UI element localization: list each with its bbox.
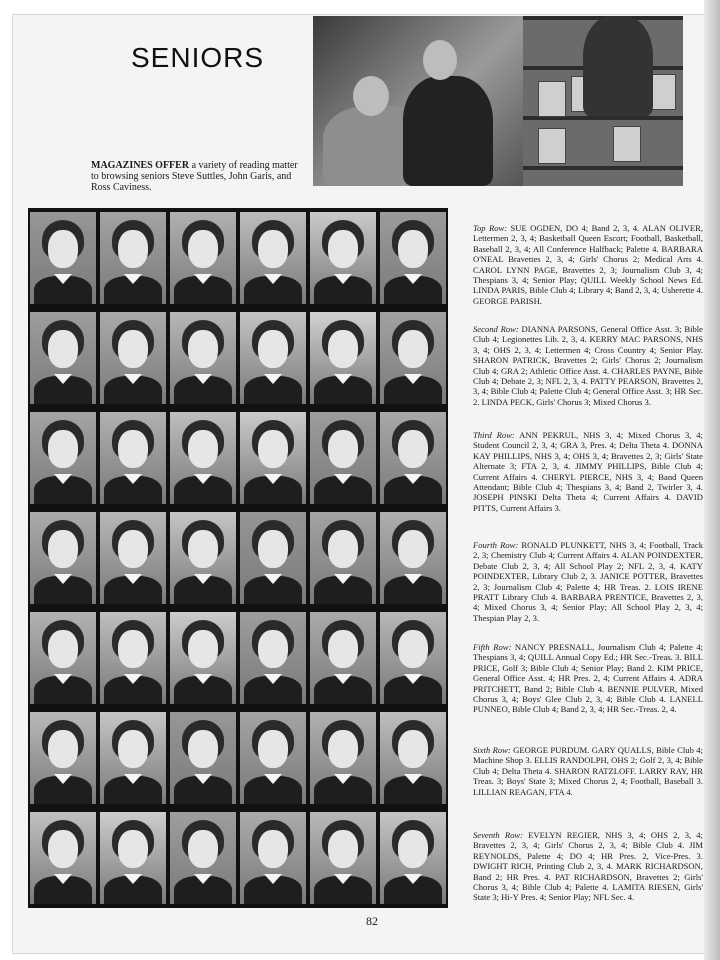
row-label: Fourth Row: <box>473 540 519 550</box>
student-portrait <box>310 412 376 504</box>
student-portrait <box>170 412 236 504</box>
row-caption-1 <box>473 223 703 306</box>
portrait-face <box>118 230 148 268</box>
portrait-face <box>398 530 428 568</box>
portrait-face <box>328 530 358 568</box>
portrait-face <box>328 630 358 668</box>
student-figure <box>583 16 653 116</box>
portrait-face <box>398 630 428 668</box>
row-label: Second Row: <box>473 324 519 334</box>
student-portrait <box>240 712 306 804</box>
portrait-face <box>258 830 288 868</box>
student-portrait <box>30 412 96 504</box>
portrait-face <box>48 730 78 768</box>
student-portrait <box>310 812 376 904</box>
portrait-face <box>258 330 288 368</box>
portrait-face <box>48 430 78 468</box>
portrait-face <box>258 230 288 268</box>
row-text: SUE OGDEN, DO 4; Band 2, 3, 4. ALAN OLIVER, Lettermen 2, 3, 4; Basketball Queen Escort; Football, Basketball, Baseball 2, 3, 4; All Conference Halfback; Palette 4. BARBARA O'NEAL Bravettes 2, 3, 4; Girls' Chorus 2; Medical Arts 4. CAROL LYNN PAGE, Bravettes 2, 3; Journalism Club 3, 4; Thespians 3, 4; Senior Play; QUILL Weekly School News Ed. LINDA PARIS, Bible Club 4; Library 4; Band 2, 3, 4; Usherette 4. GEORGE PARISH. <box>473 223 703 306</box>
student-portrait <box>380 212 446 304</box>
caption-lead: MAGAZINES OFFER <box>91 160 190 171</box>
student-portrait <box>310 312 376 404</box>
student-portrait <box>380 412 446 504</box>
row-label: Top Row: <box>473 223 508 233</box>
portrait-face <box>328 430 358 468</box>
caption-text: a variety of reading matter to browsing seniors Steve Suttles, John Garis, and Ross Caviness. <box>91 160 298 193</box>
student-portrait <box>30 312 96 404</box>
portrait-face <box>188 830 218 868</box>
portrait-face <box>118 330 148 368</box>
row-label: Seventh Row: <box>473 830 523 840</box>
magazine <box>613 126 641 162</box>
portrait-face <box>328 330 358 368</box>
row-text: ANN PEKRUL, NHS 3, 4; Mixed Chorus 3, 4; Student Council 2, 3, 4; GRA 3, Pres. 4; Delta Theta 4. DONNA KAY PHILLIPS, NHS 3, 4; OHS 3, 4; Bravettes 2, 3; Girls' State Alternate 3; FTA 2, 3, 4. JIMMY PHILLIPS, Bible Club 4; Current Affairs 4. CHERYL PIERCE, NHS 3, 4; Band Queen Attendant; Bible Club 4; Thespians 3, 4; Band 2, Twirler 3, 4. JOSEPH PINSKI Delta Theta 4; Current Affairs 4. DAVID PITTS, Current Affairs 3. <box>473 430 703 513</box>
portrait-face <box>48 630 78 668</box>
portrait-face <box>328 830 358 868</box>
student-portrait <box>170 512 236 604</box>
magazine <box>538 81 566 117</box>
portrait-face <box>118 830 148 868</box>
row-text: GEORGE PURDUM. GARY QUALLS, Bible Club 4; Machine Shop 3. ELLIS RANDOLPH, OHS 2; Golf 2, 3, 4; Bible Club 4; Delta Theta 4. SHARON RATZLOFF. LARRY RAY, HR Treas. 3; Boys' State 3; Mixed Chorus 2, 4; Football, Baseball 3. LILLIAN REAGAN, FTA 4. <box>473 745 703 797</box>
student-portrait <box>100 312 166 404</box>
student-portrait <box>240 612 306 704</box>
student-portrait <box>170 212 236 304</box>
page-number: 82 <box>366 914 378 928</box>
student-portrait <box>240 312 306 404</box>
student-portrait <box>100 412 166 504</box>
student-portrait <box>170 812 236 904</box>
student-portrait <box>380 312 446 404</box>
portrait-face <box>48 230 78 268</box>
row-caption-7 <box>473 830 703 903</box>
portrait-face <box>258 530 288 568</box>
student-portrait <box>170 612 236 704</box>
row-text: DIANNA PARSONS, General Office Asst. 3; Bible Club 4; Legionettes Lib. 2, 3, 4. KERRY MAC PARSONS, NHS 3, 4; OHS 2, 3, 4; Lettermen 4; Cross Country 4; Senior Play. SHARON PATRICK, Bravettes 2; Girls' Chorus 2; Journalism Club 4; GRA 2; Athletic Office Asst. 4. CHARLES PAYNE, Bible Club 4; Debate 2, 3; NFL 2, 3, 4. PATTY PEARSON, Bravettes 2, 3, 4; Bible Club 4; Palette Club 4; General Office Asst. 3; HR Sec. 2. LINDA PECK, Girls' Chorus 3; Mixed Chorus 3. <box>473 324 703 407</box>
row-caption-6 <box>473 745 703 797</box>
portrait-face <box>398 330 428 368</box>
row-label: Fifth Row: <box>473 642 512 652</box>
portrait-face <box>188 230 218 268</box>
portrait-face <box>48 830 78 868</box>
student-portrait <box>30 712 96 804</box>
photo-caption <box>91 160 301 193</box>
page-title: SENIORS <box>131 42 265 73</box>
portrait-face <box>398 830 428 868</box>
portrait-face <box>258 730 288 768</box>
row-caption-2 <box>473 324 703 407</box>
portrait-face <box>188 330 218 368</box>
student-portrait <box>100 612 166 704</box>
student-portrait <box>240 812 306 904</box>
magazine <box>538 128 566 164</box>
student-head <box>423 40 457 80</box>
portrait-grid <box>28 208 448 908</box>
portrait-face <box>398 230 428 268</box>
student-portrait <box>100 712 166 804</box>
page-edge-shadow <box>704 0 720 960</box>
row-label: Third Row: <box>473 430 515 440</box>
library-photo <box>313 16 683 186</box>
student-portrait <box>310 512 376 604</box>
portrait-face <box>118 730 148 768</box>
portrait-face <box>118 430 148 468</box>
row-text: NANCY PRESNALL, Journalism Club 4; Palette 4; Thespians 3, 4; QUILL Annual Copy Ed.; HR Sec.-Treas. 3. BILL PRICE, Golf 3; Bible Club 4; Senior Play; Band 2. KIM PRICE, General Office Asst. 4; HR Pres. 2, 4; Current Affairs 4. ADRA PRITCHETT, Band 2; Bible Club 4. BENNIE PULVER, Mixed Chorus 3, 4; Boys' Glee Club 2, 3, 4; Bible Club 4. LANELL PUNNEO, Bible Club 4; Band 2, 3, 4; HR Sec.-Treas. 2, 4. <box>473 642 704 715</box>
row-caption-4 <box>473 540 703 623</box>
student-portrait <box>100 812 166 904</box>
portrait-face <box>48 530 78 568</box>
student-portrait <box>30 612 96 704</box>
student-portrait <box>100 512 166 604</box>
student-figure <box>403 76 493 186</box>
portrait-face <box>48 330 78 368</box>
portrait-face <box>258 430 288 468</box>
portrait-face <box>188 730 218 768</box>
row-label: Sixth Row: <box>473 745 511 755</box>
portrait-face <box>118 630 148 668</box>
student-portrait <box>310 712 376 804</box>
student-portrait <box>310 212 376 304</box>
portrait-face <box>328 730 358 768</box>
student-portrait <box>100 212 166 304</box>
student-portrait <box>240 412 306 504</box>
portrait-face <box>398 730 428 768</box>
row-caption-5 <box>473 642 703 715</box>
portrait-face <box>118 530 148 568</box>
row-caption-3 <box>473 430 703 513</box>
student-portrait <box>30 212 96 304</box>
student-portrait <box>310 612 376 704</box>
student-portrait <box>380 812 446 904</box>
student-portrait <box>240 512 306 604</box>
student-portrait <box>380 712 446 804</box>
portrait-face <box>398 430 428 468</box>
student-portrait <box>170 312 236 404</box>
row-text: RONALD PLUNKETT, NHS 3, 4; Football, Track 2, 3; Chemistry Club 4; Current Affairs 4. ALAN POINDEXTER, Debate Club 2, 3, 4; All School Play 2; NFL 2, 3, 4. KATY POINDEXTER, Library Club 2, 3. JANICE POTTER, Bravettes 2, 3; Journalism Club 4; Palette 4; HR Treas. 2. LOIS IRENE PRATT Library Club 4. BARBARA PRENTICE, Bravettes 2, 3, 4; Mixed Chorus 3, 4; Senior Play; All School Play 2, 3, 4; Thespian Play 2, 3. <box>473 540 703 623</box>
student-portrait <box>380 612 446 704</box>
portrait-face <box>188 630 218 668</box>
student-head <box>353 76 389 116</box>
student-portrait <box>30 812 96 904</box>
portrait-face <box>188 430 218 468</box>
portrait-face <box>188 530 218 568</box>
portrait-face <box>328 230 358 268</box>
row-text: EVELYN REGIER, NHS 3, 4; OHS 2, 3, 4; Bravettes 2, 3, 4; Girls' Chorus 2, 3, 4; Bible Club 4. JIM REYNOLDS, Palette 4; DO 4; HR Pres. 2, Vice-Pres. 3. DWIGHT RICH, Printing Club 2, 3, 4. MARK RICHARDSON, Band 2; HR Pres. 4. PAT RICHARDSON, Bravettes 2; Girls' Chorus 3, 4; Bible Club 4; Palette 4. LAMITA RIESEN, Girls' State 3; Hi-Y Pres. 4; Senior Play; NFL Sec. 4. <box>473 830 703 903</box>
student-portrait <box>30 512 96 604</box>
student-portrait <box>240 212 306 304</box>
student-portrait <box>170 712 236 804</box>
student-portrait <box>380 512 446 604</box>
portrait-face <box>258 630 288 668</box>
